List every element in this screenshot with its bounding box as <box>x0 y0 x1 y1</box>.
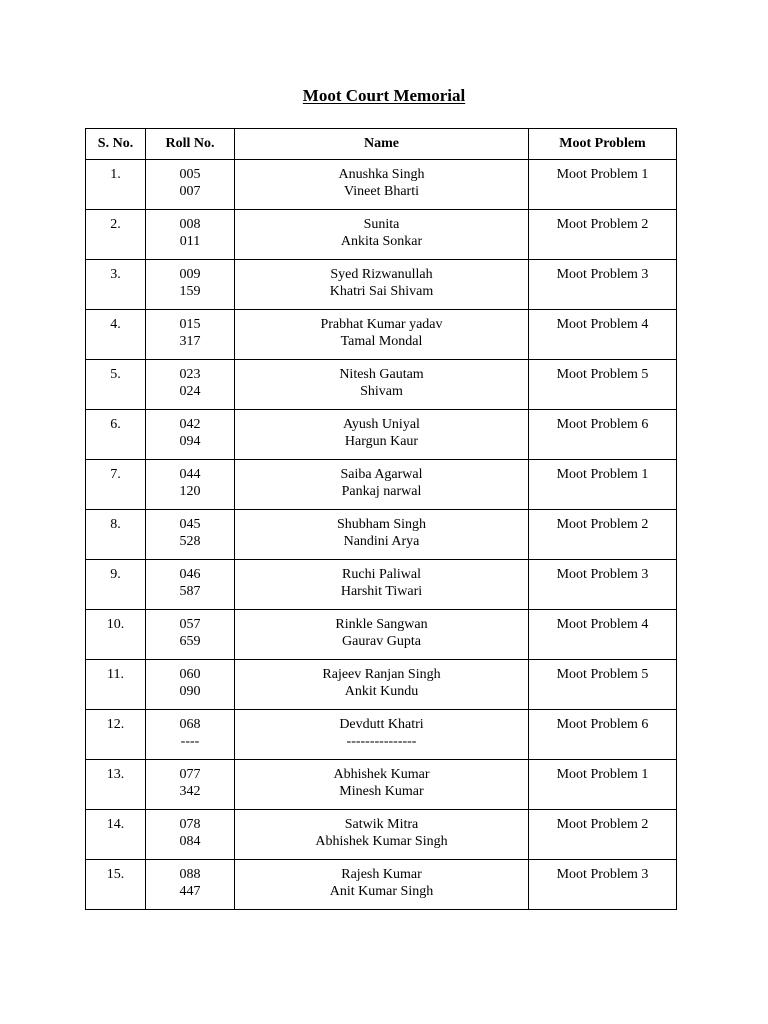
sno-cell <box>86 410 146 460</box>
participant-name: Vineet Bharti <box>344 184 419 199</box>
moot-problem: Moot Problem 4 <box>556 617 649 632</box>
sno-cell <box>86 860 146 910</box>
sno-cell <box>86 310 146 360</box>
sno-cell <box>86 360 146 410</box>
table-row <box>86 160 677 210</box>
participant-name: Rajesh Kumar <box>341 867 422 882</box>
participant-name: --------------- <box>346 734 417 749</box>
roll-number: 042 <box>179 417 201 432</box>
problem-cell <box>529 710 677 760</box>
participant-name: Ruchi Paliwal <box>342 567 421 582</box>
problem-cell <box>529 810 677 860</box>
problem-cell <box>529 360 677 410</box>
roll-number: 447 <box>179 884 201 899</box>
roll-number: 094 <box>179 434 201 449</box>
roll-number: 078 <box>179 817 201 832</box>
roll-number: 060 <box>179 667 201 682</box>
serial-number: 12. <box>106 717 125 732</box>
roll-cell <box>146 510 235 560</box>
table-body <box>86 160 677 910</box>
roll-number: 077 <box>179 767 201 782</box>
roll-cell <box>146 560 235 610</box>
serial-number: 8. <box>110 517 121 532</box>
roll-number: 007 <box>179 184 201 199</box>
problem-cell <box>529 160 677 210</box>
table-header-row <box>86 129 677 160</box>
moot-problem: Moot Problem 2 <box>556 217 649 232</box>
sno-cell <box>86 660 146 710</box>
table-row <box>86 510 677 560</box>
moot-problem: Moot Problem 3 <box>556 267 649 282</box>
problem-cell <box>529 660 677 710</box>
roll-number: 342 <box>179 784 201 799</box>
participant-name: Satwik Mitra <box>344 817 419 832</box>
roll-number: 120 <box>179 484 201 499</box>
roll-number: ---- <box>180 734 200 749</box>
table-row <box>86 710 677 760</box>
sno-cell <box>86 260 146 310</box>
participant-name: Tamal Mondal <box>340 334 423 349</box>
problem-cell <box>529 210 677 260</box>
roll-number: 044 <box>179 467 201 482</box>
moot-problem: Moot Problem 3 <box>556 567 649 582</box>
participant-name: Syed Rizwanullah <box>330 267 433 282</box>
roll-number: 084 <box>179 834 201 849</box>
name-cell <box>235 460 529 510</box>
moot-problem: Moot Problem 4 <box>556 317 649 332</box>
table-row <box>86 460 677 510</box>
sno-cell <box>86 210 146 260</box>
table-row <box>86 660 677 710</box>
roll-number: 045 <box>179 517 201 532</box>
sno-cell <box>86 610 146 660</box>
name-cell <box>235 610 529 660</box>
moot-problem: Moot Problem 2 <box>556 517 649 532</box>
problem-cell <box>529 310 677 360</box>
serial-number: 3. <box>110 267 121 282</box>
roll-number: 011 <box>179 234 201 249</box>
moot-problem: Moot Problem 1 <box>556 767 649 782</box>
moot-problem: Moot Problem 5 <box>556 367 649 382</box>
roll-number: 024 <box>179 384 201 399</box>
roll-number: 088 <box>179 867 201 882</box>
roll-number: 587 <box>179 584 201 599</box>
memorial-table <box>85 128 677 910</box>
sno-cell <box>86 460 146 510</box>
sno-cell <box>86 160 146 210</box>
problem-cell <box>529 510 677 560</box>
table-row <box>86 810 677 860</box>
problem-cell <box>529 460 677 510</box>
participant-name: Ayush Uniyal <box>343 417 420 432</box>
header-sno: S. No. <box>86 129 146 160</box>
roll-cell <box>146 460 235 510</box>
roll-cell <box>146 860 235 910</box>
serial-number: 10. <box>106 617 125 632</box>
roll-cell <box>146 410 235 460</box>
participant-name: Gaurav Gupta <box>342 634 421 649</box>
serial-number: 5. <box>110 367 121 382</box>
roll-number: 159 <box>179 284 201 299</box>
problem-cell <box>529 760 677 810</box>
name-cell <box>235 810 529 860</box>
name-cell <box>235 210 529 260</box>
roll-number: 015 <box>179 317 201 332</box>
header-name: Name <box>235 129 529 160</box>
sno-cell <box>86 510 146 560</box>
table-row <box>86 760 677 810</box>
problem-cell <box>529 560 677 610</box>
participant-name: Ankit Kundu <box>344 684 419 699</box>
roll-cell <box>146 310 235 360</box>
name-cell <box>235 510 529 560</box>
participant-name: Shubham Singh <box>336 517 427 532</box>
table-row <box>86 560 677 610</box>
participant-name: Pankaj narwal <box>341 484 422 499</box>
roll-number: 008 <box>179 217 201 232</box>
roll-cell <box>146 610 235 660</box>
participant-name: Prabhat Kumar yadav <box>320 317 443 332</box>
participant-name: Rajeev Ranjan Singh <box>322 667 441 682</box>
roll-cell <box>146 760 235 810</box>
table-row <box>86 260 677 310</box>
moot-problem: Moot Problem 1 <box>556 167 649 182</box>
sno-cell <box>86 560 146 610</box>
name-cell <box>235 360 529 410</box>
roll-number: 023 <box>179 367 201 382</box>
table-row <box>86 410 677 460</box>
serial-number: 11. <box>107 667 124 682</box>
problem-cell <box>529 260 677 310</box>
serial-number: 1. <box>110 167 121 182</box>
name-cell <box>235 560 529 610</box>
sno-cell <box>86 810 146 860</box>
moot-problem: Moot Problem 1 <box>556 467 649 482</box>
serial-number: 13. <box>106 767 125 782</box>
participant-name: Abhishek Kumar <box>333 767 430 782</box>
participant-name: Shivam <box>360 384 403 399</box>
participant-name: Nitesh Gautam <box>339 367 424 382</box>
sno-cell <box>86 760 146 810</box>
roll-number: 046 <box>179 567 201 582</box>
roll-number: 659 <box>179 634 201 649</box>
roll-cell <box>146 260 235 310</box>
roll-cell <box>146 710 235 760</box>
table-row <box>86 360 677 410</box>
name-cell <box>235 710 529 760</box>
name-cell <box>235 310 529 360</box>
roll-number: 068 <box>179 717 201 732</box>
participant-name: Anushka Singh <box>338 167 425 182</box>
roll-cell <box>146 160 235 210</box>
page-title: Moot Court Memorial <box>302 86 466 105</box>
moot-problem: Moot Problem 2 <box>556 817 649 832</box>
serial-number: 2. <box>110 217 121 232</box>
serial-number: 7. <box>110 467 121 482</box>
name-cell <box>235 260 529 310</box>
participant-name: Rinkle Sangwan <box>335 617 428 632</box>
serial-number: 4. <box>110 317 121 332</box>
participant-name: Sunita <box>363 217 400 232</box>
table-row <box>86 310 677 360</box>
header-roll-no: Roll No. <box>146 129 235 160</box>
moot-problem: Moot Problem 5 <box>556 667 649 682</box>
roll-number: 009 <box>179 267 201 282</box>
participant-name: Nandini Arya <box>343 534 420 549</box>
roll-cell <box>146 210 235 260</box>
moot-problem: Moot Problem 3 <box>556 867 649 882</box>
participant-name: Devdutt Khatri <box>339 717 424 732</box>
serial-number: 6. <box>110 417 121 432</box>
participant-name: Khatri Sai Shivam <box>329 284 434 299</box>
problem-cell <box>529 610 677 660</box>
moot-problem: Moot Problem 6 <box>556 717 649 732</box>
participant-name: Anit Kumar Singh <box>329 884 434 899</box>
serial-number: 14. <box>106 817 125 832</box>
participant-name: Saiba Agarwal <box>340 467 423 482</box>
header-moot-problem: Moot Problem <box>529 129 677 160</box>
participant-name: Minesh Kumar <box>339 784 424 799</box>
roll-number: 317 <box>179 334 201 349</box>
problem-cell <box>529 860 677 910</box>
serial-number: 15. <box>106 867 125 882</box>
participant-name: Ankita Sonkar <box>340 234 423 249</box>
problem-cell <box>529 410 677 460</box>
roll-number: 528 <box>179 534 201 549</box>
participant-name: Abhishek Kumar Singh <box>315 834 448 849</box>
name-cell <box>235 160 529 210</box>
roll-number: 057 <box>179 617 201 632</box>
serial-number: 9. <box>110 567 121 582</box>
name-cell <box>235 860 529 910</box>
roll-cell <box>146 810 235 860</box>
name-cell <box>235 660 529 710</box>
table-row <box>86 860 677 910</box>
name-cell <box>235 760 529 810</box>
table-row <box>86 610 677 660</box>
roll-cell <box>146 660 235 710</box>
table-row <box>86 210 677 260</box>
participant-name: Hargun Kaur <box>344 434 419 449</box>
moot-problem: Moot Problem 6 <box>556 417 649 432</box>
sno-cell <box>86 710 146 760</box>
roll-cell <box>146 360 235 410</box>
participant-name: Harshit Tiwari <box>340 584 423 599</box>
name-cell <box>235 410 529 460</box>
roll-number: 005 <box>179 167 201 182</box>
roll-number: 090 <box>179 684 201 699</box>
